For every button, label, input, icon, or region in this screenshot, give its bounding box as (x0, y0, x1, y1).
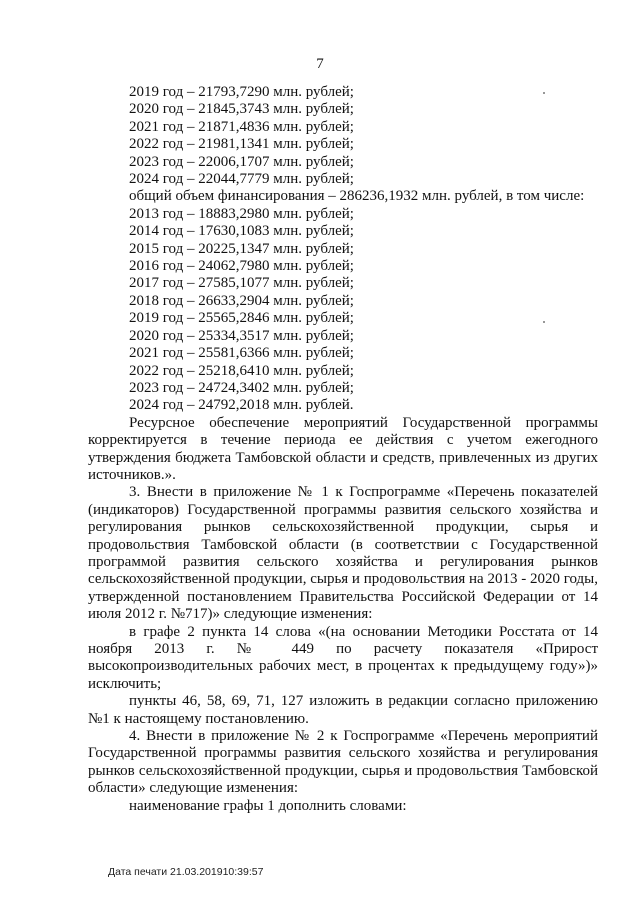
document-body (88, 84, 598, 815)
scan-speck (543, 321, 545, 323)
print-date-footer: Дата печати 21.03.201910:39:57 (108, 866, 264, 878)
scan-speck (543, 92, 545, 94)
funding-line: 2024 год – 24792,2018 млн. рублей. (129, 397, 354, 414)
funding-line: 2014 год – 17630,1083 млн. рублей; (129, 223, 354, 240)
points-change-paragraph: пункты 46, 58, 69, 71, 127 изложить в редакции согласно приложению №1 к настоящему постановлению. (88, 693, 598, 727)
funding-line: 2020 год – 25334,3517 млн. рублей; (129, 327, 354, 344)
column-1-addition-line: наименование графы 1 дополнить словами: (129, 797, 407, 814)
funding-line: 2022 год – 25218,6410 млн. рублей; (129, 362, 354, 379)
funding-line: 2021 год – 25581,6366 млн. рублей; (129, 345, 354, 362)
funding-list-b (88, 206, 598, 415)
funding-line: 2022 год – 21981,1341 млн. рублей; (129, 136, 354, 153)
funding-line: 2019 год – 25565,2846 млн. рублей; (129, 310, 354, 327)
resource-paragraph: Ресурсное обеспечение мероприятий Государственной программы корректируется в течение периода ее действия с учетом ежегодного утверждения бюджета Тамбовской области и средств, привлеченных из других источников.». (88, 414, 598, 483)
total-funding-line: общий объем финансирования – 286236,1932 млн. рублей, в том числе: (129, 188, 585, 205)
funding-line: 2020 год – 21845,3743 млн. рублей; (129, 101, 354, 118)
page-number: 7 (316, 56, 324, 72)
funding-line: 2013 год – 18883,2980 млн. рублей; (129, 205, 354, 222)
funding-line: 2021 год – 21871,4836 млн. рублей; (129, 118, 354, 135)
funding-line: 2024 год – 22044,7779 млн. рублей; (129, 171, 354, 188)
column-2-change-paragraph: в графе 2 пункта 14 слова «(на основании Методики Росстата от 14 ноября 2013 г. № 449 по расчету показателя «Прирост высокопроизводительных рабочих мест, в процентах к предыдущему году»)» исключить; (88, 623, 598, 692)
item-4-paragraph: 4. Внести в приложение № 2 к Госпрограмме «Перечень мероприятий Государственной программы развития сельского хозяйства и регулирования рынков сельскохозяйственной продукции, сырья и продовольствия Тамбовской области» следующие изменения: (88, 728, 598, 797)
funding-line: 2017 год – 27585,1077 млн. рублей; (129, 275, 354, 292)
funding-list-a (88, 84, 598, 188)
funding-line: 2018 год – 26633,2904 млн. рублей; (129, 292, 354, 309)
item-3-paragraph: 3. Внести в приложение № 1 к Госпрограмме «Перечень показателей (индикаторов) Государственной программы развития сельского хозяйства и регулирования рынков сельскохозяйственной продукции, сырья и продовольствия Тамбовской области (в соответствии с Государственной программой развития сельского хозяйства и регулирования рынков сельскохозяйственной продукции, сырья и продовольствия на 2013 - 2020 годы, утвержденной постановлением Правительства Российской Федерации от 14 июля 2012 г. №717)» следующие изменения: (88, 484, 599, 623)
funding-line: 2023 год – 24724,3402 млн. рублей; (129, 379, 354, 396)
funding-line: 2015 год – 20225,1347 млн. рублей; (129, 240, 354, 257)
funding-line: 2019 год – 21793,7290 млн. рублей; (129, 84, 354, 100)
funding-line: 2023 год – 22006,1707 млн. рублей; (129, 153, 354, 170)
funding-line: 2016 год – 24062,7980 млн. рублей; (129, 258, 354, 275)
